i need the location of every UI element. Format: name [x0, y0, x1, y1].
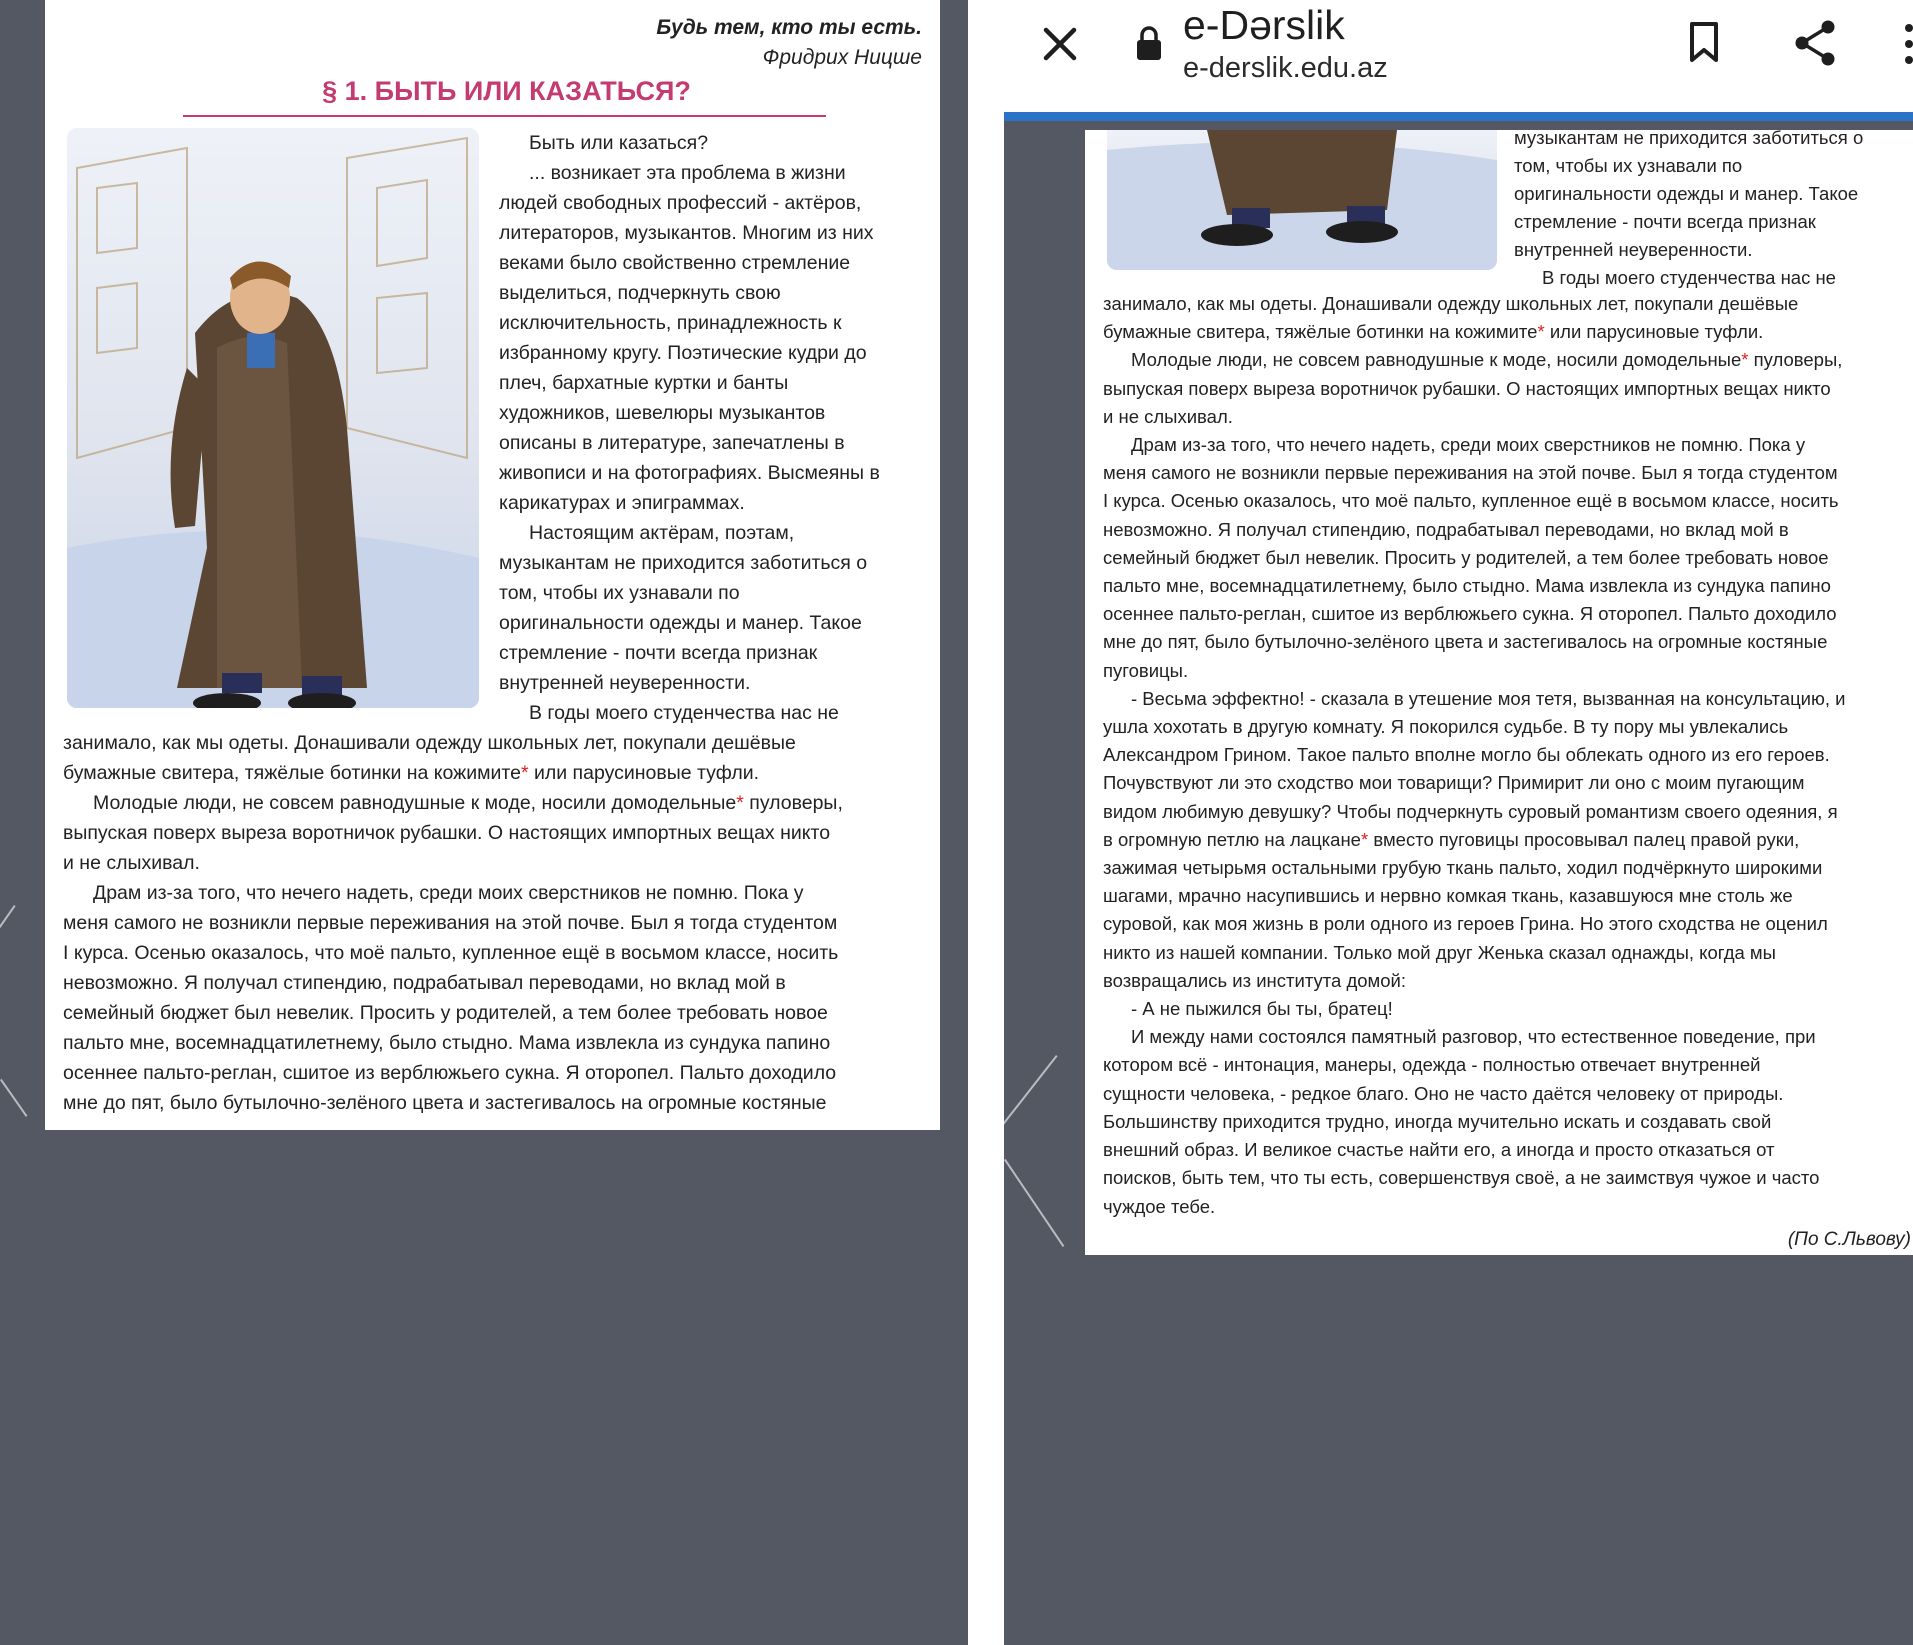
decorative-line	[0, 905, 16, 947]
text-line: Молодые люди, не совсем равнодушные к моде, носили домодельные* пуловеры,	[1131, 349, 1843, 371]
bookmark-icon[interactable]	[1686, 20, 1722, 64]
text-line: живописи и на фотографиях. Высмеяны в	[499, 462, 880, 484]
text-line: никто из нашей компании. Только мой друг Женька сказал однажды, когда мы	[1103, 941, 1776, 963]
text-line: невозможно. Я получал стипендию, подрабатывал переводами, но вклад мой в	[63, 972, 786, 994]
text-line: мне до пят, было бутылочно-зелёного цвета и застегивалось на огромные костяные	[1103, 631, 1828, 653]
decorative-line	[0, 1079, 27, 1117]
text-line: занимало, как мы одеты. Донашивали одежду школьных лет, покупали дешёвые	[63, 732, 796, 754]
right-wide-text	[1103, 290, 1913, 1221]
text-line: поисков, быть тем, что ты есть, совершенствуя своё, а не заимствуя чужое и часто	[1103, 1167, 1820, 1189]
text-line: художников, шевелюры музыкантов	[499, 402, 826, 424]
text-line: том, чтобы их узнавали по	[1514, 155, 1743, 176]
text-line: выпуская поверх выреза воротничок рубашки. О настоящих импортных вещах никто	[1103, 377, 1831, 399]
close-icon[interactable]	[1040, 24, 1080, 64]
lock-icon[interactable]	[1134, 24, 1164, 62]
text-line: и не слыхивал.	[1103, 405, 1233, 427]
illustration-man-in-coat	[67, 128, 479, 708]
text-line: котором всё - интонация, манеры, одежда - полностью отвечает внутренней	[1103, 1054, 1761, 1076]
text-line: сущности человека, - редкое благо. Оно не часто даётся человеку от природы.	[1103, 1082, 1784, 1104]
text-line: мне до пят, было бутылочно-зелёного цвета и застегивалось на огромные костяные	[63, 1092, 827, 1114]
text-line: пуговицы.	[1103, 659, 1189, 681]
text-line: суровой, как моя жизнь в роли одного из героев Грина. Но этого сходства не оценил	[1103, 913, 1828, 935]
text-line: занимало, как мы одеты. Донашивали одежду школьных лет, покупали дешёвые	[1103, 293, 1799, 314]
page-title: § 1. БЫТЬ ИЛИ КАЗАТЬСЯ?	[322, 76, 691, 106]
title-underline	[183, 115, 826, 117]
textbook-page-continued	[1085, 127, 1913, 1255]
text-line: пальто мне, восемнадцатилетнему, было стыдно. Мама извлекла из сундука папино	[63, 1032, 831, 1054]
text-line: В годы моего студенчества нас не	[1542, 267, 1836, 288]
text-line: - Весьма эффектно! - сказала в утешение моя тетя, вызванная на консультацию, и	[1131, 687, 1846, 709]
text-line: I курса. Осенью оказалось, что моё пальто, купленное ещё в восьмом классе, носить	[1103, 490, 1839, 512]
text-line: Настоящим актёрам, поэтам,	[529, 522, 795, 544]
share-icon[interactable]	[1792, 18, 1838, 68]
right-narrow-text	[1514, 124, 1909, 292]
text-line: Драм из-за того, что нечего надеть, среди моих сверстников не помню. Пока у	[1131, 434, 1806, 456]
site-title: e-Dərslik	[1183, 2, 1345, 48]
text-line: I курса. Осенью оказалось, что моё пальто, купленное ещё в восьмом классе, носить	[63, 942, 839, 964]
left-wide-text	[63, 728, 933, 1118]
text-line: ушла хохотать в другую комнату. Я покорился судьбе. В ту пору мы увлекались	[1103, 716, 1789, 738]
text-line: выделиться, подчеркнуть свою	[499, 282, 781, 304]
text-line: чуждое тебе.	[1103, 1195, 1216, 1217]
text-line: зажимая четырьмя остальными грубую ткань пальто, ходил подчёркнуто широкими	[1103, 857, 1823, 879]
text-line: бумажные свитера, тяжёлые ботинки на кожимите* или парусиновые туфли.	[1103, 321, 1764, 343]
text-line: музыкантам не приходится заботиться о	[1514, 127, 1864, 148]
author-signature: (По С.Львову)	[1787, 1229, 1911, 1250]
text-line: Драм из-за того, что нечего надеть, среди моих сверстников не помню. Пока у	[93, 882, 804, 904]
text-line: осеннее пальто-реглан, сшитое из верблюжьего сукна. Я оторопел. Пальто доходило	[1103, 603, 1837, 625]
text-line: и не слыхивал.	[63, 852, 200, 874]
text-line: невозможно. Я получал стипендию, подрабатывал переводами, но вклад мой в	[1103, 518, 1789, 540]
site-url[interactable]: e-derslik.edu.az	[1183, 52, 1388, 84]
decorative-line	[1004, 1159, 1064, 1247]
text-line: меня самого не возникли первые переживания на этой почве. Был я тогда студентом	[63, 912, 838, 934]
text-line: осеннее пальто-реглан, сшитое из верблюжьего сукна. Я оторопел. Пальто доходило	[63, 1062, 837, 1084]
text-line: оригинальности одежды и манер. Такое	[499, 612, 862, 634]
text-line: плеч, бархатные куртки и банты	[499, 372, 789, 394]
text-line: шагами, мрачно насупившись и нервно комкая ткань, казавшуюся мне столь же	[1103, 885, 1793, 907]
text-line: семейный бюджет был невелик. Просить у родителей, а тем более требовать новое	[63, 1002, 828, 1024]
text-line: людей свободных профессий - актёров,	[499, 192, 862, 214]
more-vert-icon[interactable]	[1900, 20, 1913, 68]
text-line: Быть или казаться?	[529, 132, 709, 154]
text-line: избранному кругу. Поэтические кудри до	[499, 342, 867, 364]
man-in-coat-image	[1107, 130, 1497, 270]
text-line: описаны в литературе, запечатлены в	[499, 432, 845, 454]
text-line: стремление - почти всегда признак	[1514, 211, 1816, 232]
text-line: И между нами состоялся памятный разговор, что естественное поведение, при	[1131, 1026, 1816, 1048]
illustration-man-in-coat-cropped	[1107, 130, 1497, 270]
text-line: выпуская поверх выреза воротничок рубашки. О настоящих импортных вещах никто	[63, 822, 831, 844]
text-line: видом любимую девушку? Чтобы подчеркнуть суровый романтизм своего одеяния, я	[1103, 800, 1838, 822]
epigraph-quote: Будь тем, кто ты есть.	[656, 16, 922, 39]
text-line: пальто мне, восемнадцатилетнему, было стыдно. Мама извлекла из сундука папино	[1103, 575, 1831, 597]
custom-tab-toolbar	[1004, 0, 1913, 112]
text-line: В годы моего студенчества нас не	[529, 702, 839, 724]
text-line: в огромную петлю на лацкане* вместо пуговицы просовывал палец правой руки,	[1103, 828, 1800, 850]
text-line: - А не пыжился бы ты, братец!	[1131, 998, 1393, 1020]
epigraph-author: Фридрих Ницше	[762, 46, 922, 69]
man-in-coat-image	[67, 128, 479, 708]
text-line: стремление - почти всегда признак	[499, 642, 818, 664]
text-line: внешний образ. И великое счастье найти его, а иногда и просто отказаться от	[1103, 1139, 1775, 1161]
text-line: меня самого не возникли первые переживания на этой почве. Был я тогда студентом	[1103, 462, 1838, 484]
text-line: веками было свойственно стремление	[499, 252, 851, 274]
text-line: оригинальности одежды и манер. Такое	[1514, 183, 1859, 204]
decorative-line	[1004, 1055, 1058, 1135]
text-line: карикатурах и эпиграммах.	[499, 492, 745, 514]
text-line: том, чтобы их узнавали по	[499, 582, 740, 604]
text-line: Молодые люди, не совсем равнодушные к моде, носили домодельные* пуловеры,	[93, 792, 843, 814]
text-line: возвращались из института домой:	[1103, 969, 1407, 991]
text-line: ... возникает эта проблема в жизни	[529, 162, 846, 184]
text-line: музыкантам не приходится заботиться о	[499, 552, 868, 574]
text-line: внутренней неуверенности.	[1514, 239, 1753, 260]
text-line: бумажные свитера, тяжёлые ботинки на кожимите* или парусиновые туфли.	[63, 762, 760, 784]
textbook-page	[45, 0, 940, 1130]
text-line: литераторов, музыкантов. Многим из них	[499, 222, 874, 244]
left-narrow-text	[499, 128, 929, 728]
text-line: семейный бюджет был невелик. Просить у родителей, а тем более требовать новое	[1103, 546, 1829, 568]
text-line: Александром Грином. Такое пальто вполне могло бы облекать одного из его героев.	[1103, 744, 1830, 766]
right-screenshot-panel	[1004, 0, 1913, 1645]
page-load-progress-bar	[1004, 112, 1913, 121]
text-line: Большинству приходится трудно, иногда мучительно искать и создавать свой	[1103, 1110, 1772, 1132]
text-line: Почувствуют ли это сходство мои товарищи? Примирит ли оно с моим пугающим	[1103, 772, 1805, 794]
text-line: внутренней неуверенности.	[499, 672, 751, 694]
text-line: исключительность, принадлежность к	[499, 312, 842, 334]
